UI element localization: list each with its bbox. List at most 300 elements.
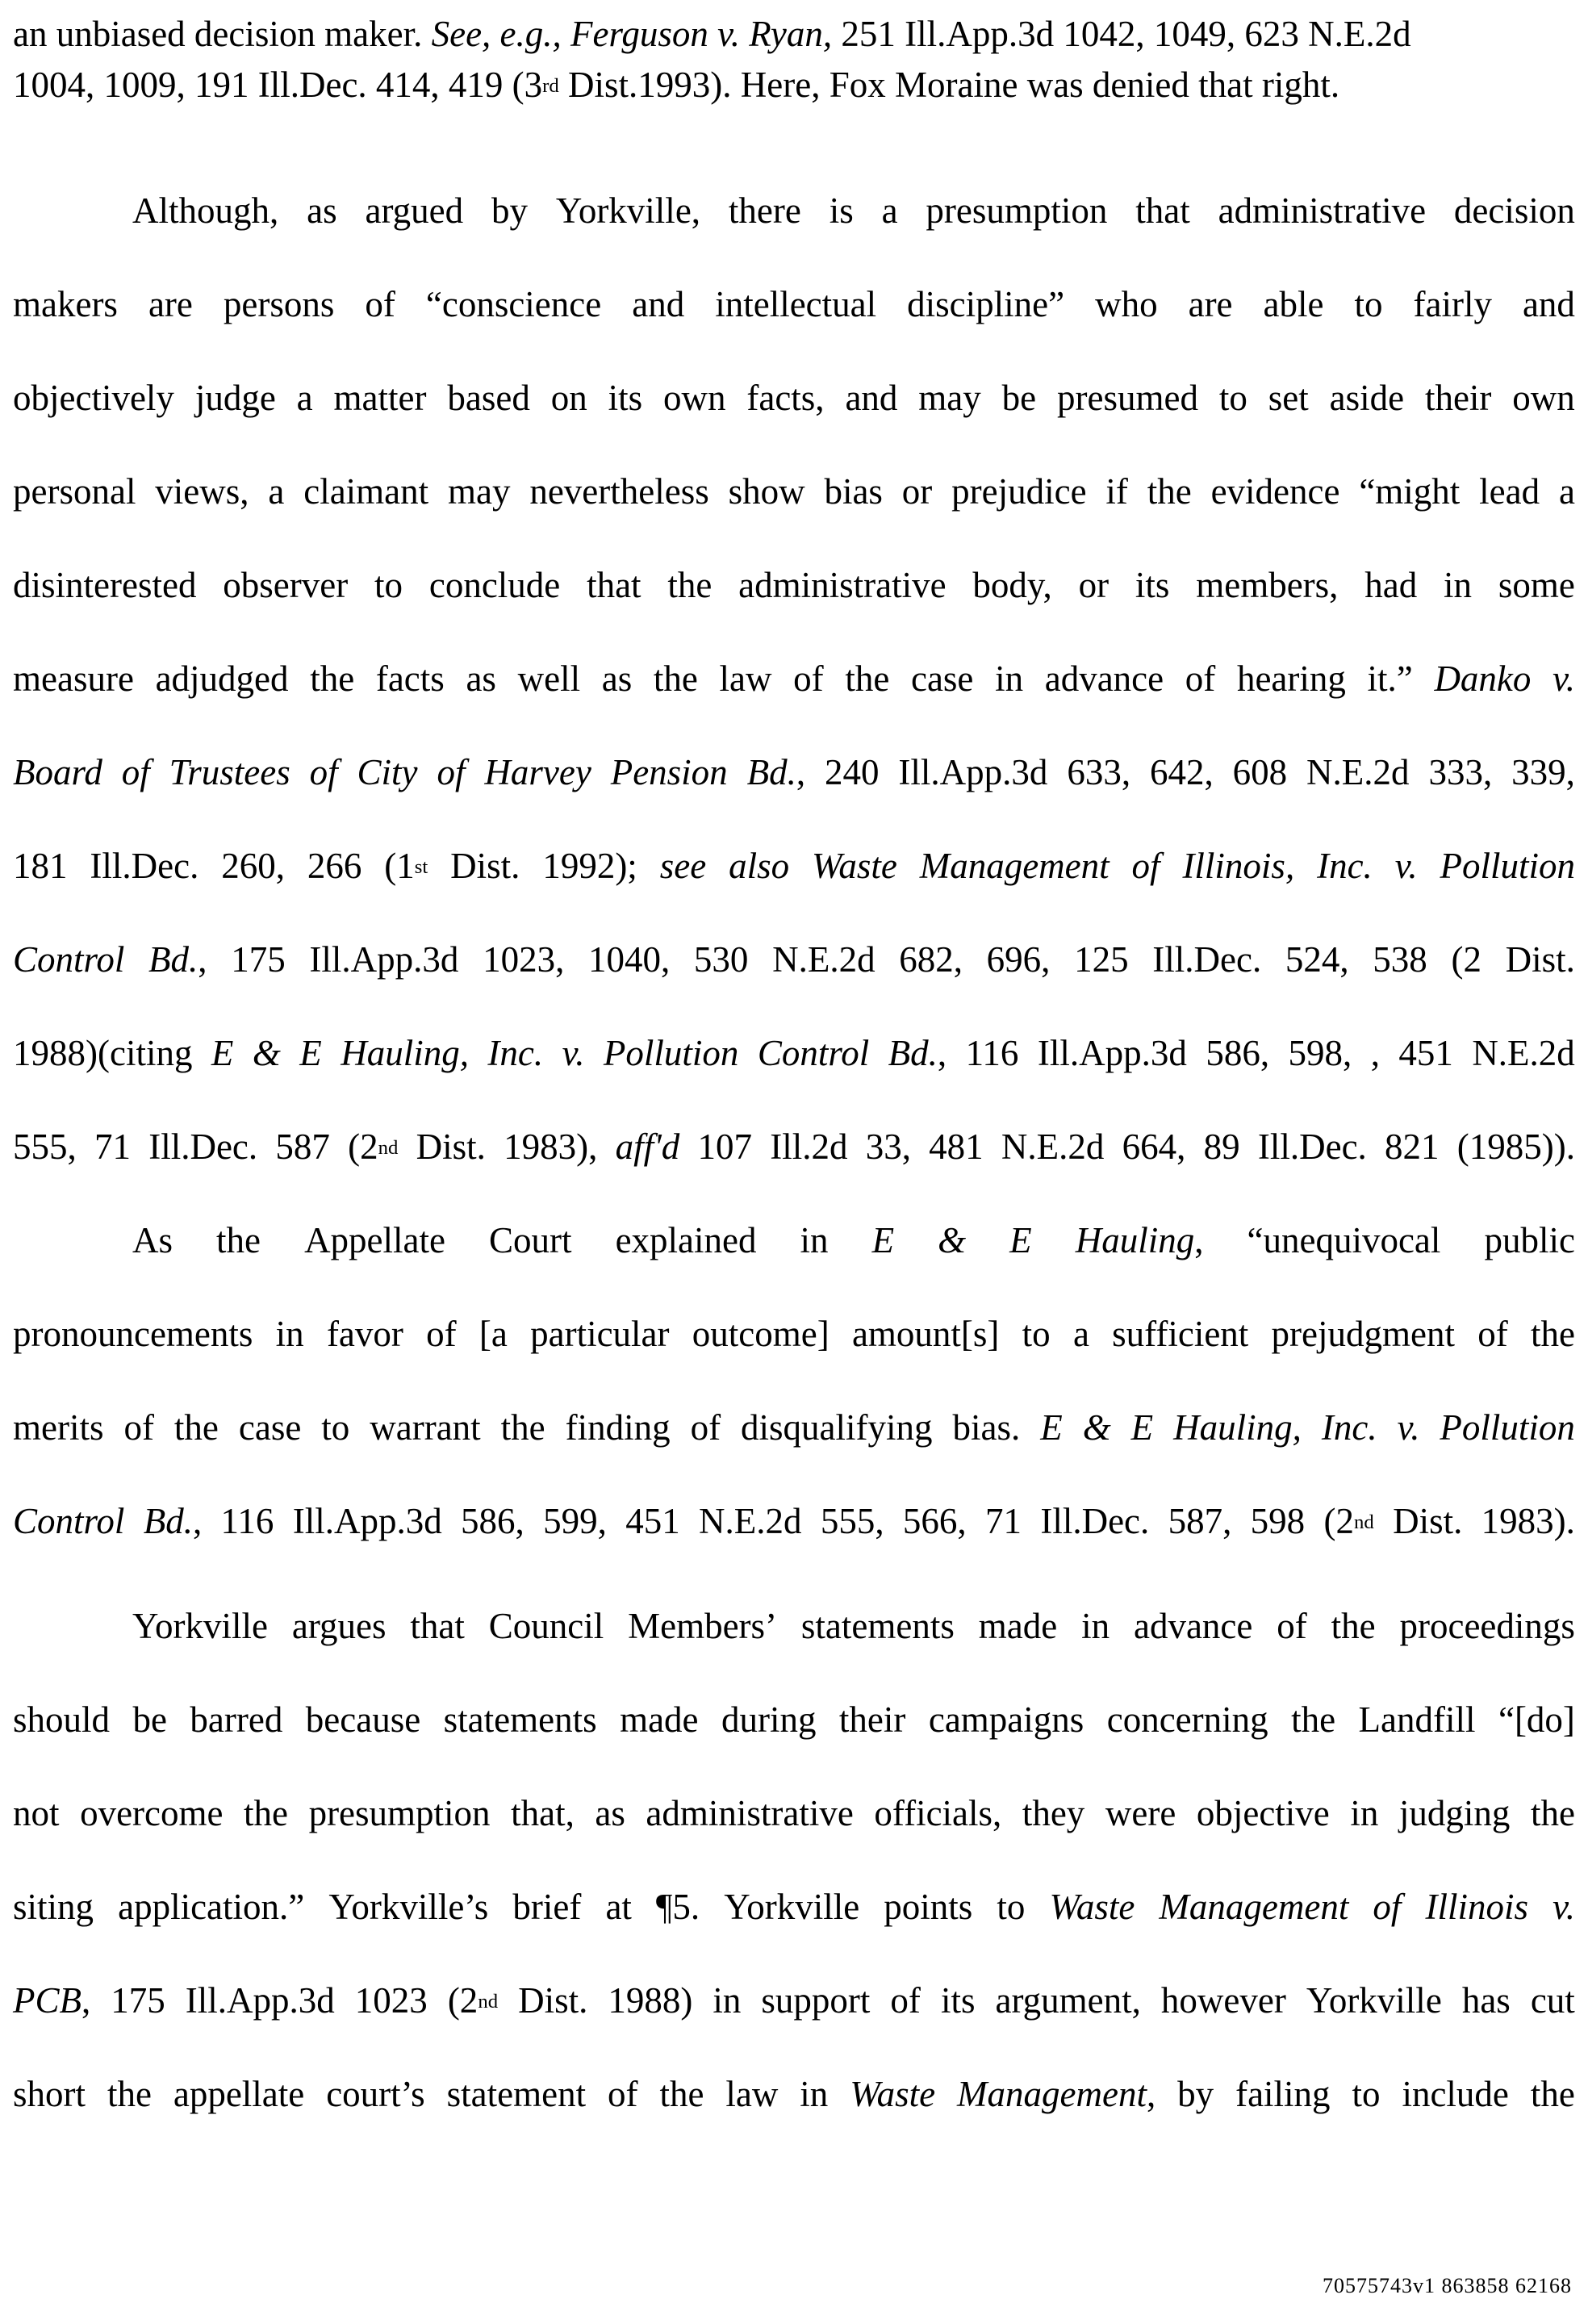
text-line [13, 374, 1575, 422]
text-word [1523, 280, 1575, 328]
italic-text: & [938, 1220, 967, 1260]
text-span: be [132, 1699, 167, 1740]
text-word [13, 1976, 90, 2025]
text-span: the [500, 1407, 545, 1448]
text-word [1479, 467, 1540, 516]
text-word [13, 1403, 103, 1452]
italic-text: Hauling, [341, 1033, 469, 1073]
italic-text: E [1040, 1407, 1063, 1448]
text-span: prejudgment [1271, 1314, 1455, 1354]
text-span: Ill.App.3d [1037, 1033, 1187, 1073]
text-word [812, 842, 897, 890]
text-word [543, 1497, 607, 1545]
text-word [80, 1789, 223, 1837]
text-word [1462, 1976, 1511, 2025]
text-word [694, 935, 749, 984]
text-word [656, 1883, 700, 1931]
text-word [890, 1976, 921, 2025]
text-word [511, 1789, 575, 1837]
text-word [123, 1403, 154, 1452]
text-span: N.E.2d [699, 1501, 802, 1541]
text-word [1531, 1310, 1575, 1358]
text-word [1511, 748, 1575, 796]
text-span: , [192, 1501, 203, 1541]
text-word [1197, 1789, 1330, 1837]
text-span: 538 [1373, 939, 1427, 980]
text-span: be [1001, 378, 1037, 418]
text-span: 451 [1398, 1033, 1453, 1073]
text-word [604, 1029, 739, 1077]
text-word [448, 467, 510, 516]
italic-text: Illinois, [1182, 846, 1295, 886]
italic-text: v. [1394, 846, 1418, 886]
text-span: 821 [1385, 1126, 1440, 1167]
text-span: Members’ [628, 1606, 778, 1646]
text-word [697, 1122, 752, 1171]
text-word [1211, 467, 1340, 516]
text-line [13, 842, 1575, 890]
text-span: in [1444, 565, 1473, 605]
text-word [1038, 1029, 1187, 1077]
italic-text: E [1130, 1407, 1154, 1448]
text-word [132, 1216, 173, 1264]
text-span: campaigns [928, 1699, 1084, 1740]
text-word [1481, 1497, 1575, 1545]
text-word [211, 1029, 234, 1077]
italic-text: Trustees [169, 752, 290, 792]
italic-text: Waste [850, 2074, 936, 2114]
text-word [1498, 1695, 1575, 1744]
text-word [1073, 1310, 1089, 1358]
text-word [13, 561, 196, 609]
italic-text: of [309, 752, 338, 792]
text-word [1506, 935, 1575, 984]
text-span: 1983), [504, 1126, 598, 1167]
text-span: of [690, 1407, 721, 1448]
text-span: Ill.App.3d [185, 1980, 335, 2021]
text-span: Yorkville, [555, 190, 701, 231]
text-span: 1040, [587, 939, 671, 980]
text-span: of [793, 658, 824, 699]
text-span: the [1147, 471, 1192, 512]
italic-text: Management [1159, 1887, 1349, 1927]
text-word [1001, 1122, 1105, 1171]
text-word [132, 1695, 166, 1744]
text-word [365, 186, 463, 235]
text-span: that, [511, 1793, 575, 1833]
text-span: objectively [13, 378, 174, 418]
italic-text: E [871, 1220, 895, 1260]
text-span: the [659, 2074, 704, 2114]
text-word [173, 2070, 304, 2118]
text-span: its [1135, 565, 1170, 605]
text-word [729, 186, 801, 235]
text-word [90, 842, 198, 890]
text-span: at [605, 1887, 632, 1927]
text-word [1531, 2070, 1575, 2118]
italic-text: Control [13, 939, 125, 980]
text-span: explained [615, 1220, 757, 1260]
text-word [1385, 1122, 1440, 1171]
text-word [148, 280, 193, 328]
text-word [1045, 654, 1164, 703]
text-word [800, 1216, 829, 1264]
text-word [1083, 1403, 1111, 1452]
text-span: matter [333, 378, 427, 418]
text-span: makers [13, 284, 118, 324]
text-line [13, 1029, 1575, 1077]
italic-text: Bd. [148, 939, 198, 980]
text-span: 71 [985, 1501, 1022, 1541]
text-span: there [728, 190, 801, 231]
text-span: case [910, 658, 974, 699]
text-span: or [1078, 565, 1110, 605]
text-word [1331, 1602, 1376, 1650]
text-span: 266 [307, 846, 362, 886]
italic-text: of [437, 752, 466, 792]
text-span: measure [13, 658, 134, 699]
text-span: in [275, 1314, 304, 1354]
text-span: prejudice [951, 471, 1087, 512]
text-word [1135, 561, 1170, 609]
text-word [793, 654, 824, 703]
text-word [721, 1695, 817, 1744]
text-line [13, 1695, 1575, 1744]
text-word [1022, 1789, 1084, 1837]
text-span: disqualifying [741, 1407, 933, 1448]
text-span: “might [1359, 471, 1461, 512]
text-word [504, 1122, 597, 1171]
text-word [341, 1029, 469, 1077]
text-span: a [296, 378, 313, 418]
text-span: show [728, 471, 805, 512]
text-span: N.E.2d [772, 939, 875, 980]
text-word [447, 374, 529, 422]
text-span: able [1263, 284, 1324, 324]
text-span: proceedings [1399, 1606, 1575, 1646]
text-span: during [721, 1699, 817, 1740]
text-word [268, 467, 284, 516]
text-span: Appellate [304, 1220, 445, 1260]
text-span: it.” [1367, 658, 1413, 699]
text-word [1552, 1883, 1575, 1931]
text-word [1105, 467, 1128, 516]
text-span: its [940, 1980, 976, 2021]
text-word [979, 1602, 1057, 1650]
text-word [741, 1403, 932, 1452]
text-word [426, 1310, 457, 1358]
text-word [223, 561, 348, 609]
text-word [1399, 1789, 1511, 1837]
text-word [484, 748, 591, 796]
text-word [1196, 561, 1338, 609]
text-word [957, 2070, 1155, 2118]
text-span: administrative [738, 565, 947, 605]
text-span: the [1530, 2074, 1575, 2114]
text-word [1002, 374, 1036, 422]
text-word [1161, 1976, 1286, 2025]
text-word [920, 842, 1110, 890]
text-span: of [1185, 658, 1216, 699]
italic-text: Pollution [1440, 1407, 1575, 1448]
text-span: See, e.g., Ferguson v. Ryan, [431, 14, 833, 54]
text-span: has [1461, 1980, 1511, 2021]
text-span: Ill.Dec. [148, 1126, 258, 1167]
text-word [13, 1310, 253, 1358]
text-span: Ill.Dec. [90, 846, 199, 886]
text-span: administrative [646, 1793, 854, 1833]
text-span: presumed [1057, 378, 1198, 418]
text-word [1457, 1122, 1575, 1171]
text-word [1285, 935, 1349, 984]
text-span: 1023 [354, 1980, 428, 2021]
text-span: 175 [111, 1980, 165, 2021]
text-word [1189, 280, 1233, 328]
text-word [882, 186, 898, 235]
text-span: they [1022, 1793, 1085, 1833]
text-word [384, 842, 428, 890]
italic-text: Control [757, 1033, 870, 1073]
text-span: 339, [1511, 752, 1575, 792]
text-span: As [132, 1220, 173, 1260]
text-span: pronouncements [13, 1314, 253, 1354]
text-span: who [1095, 284, 1158, 324]
text-word [1531, 1976, 1575, 2025]
document-id-footer: 70575743v1 863858 62168 [1323, 2274, 1572, 2297]
text-word [1306, 748, 1410, 796]
text-word [1079, 561, 1110, 609]
text-word [911, 654, 973, 703]
text-span: objective [1196, 1793, 1330, 1833]
text-word [429, 561, 560, 609]
text-span: judging [1398, 1793, 1511, 1833]
text-word [334, 374, 427, 422]
text-word [605, 1883, 631, 1931]
ordinal-superscript: rd [542, 74, 559, 97]
text-span: of [890, 1980, 921, 2021]
text-word [1368, 654, 1413, 703]
italic-text: Pollution [1440, 846, 1575, 886]
italic-text: Bd. [888, 1033, 938, 1073]
text-span: “[do] [1498, 1699, 1575, 1740]
text-word [1264, 280, 1324, 328]
text-word [216, 1216, 261, 1264]
text-span: as [466, 658, 496, 699]
text-word [1428, 748, 1492, 796]
text-word [518, 654, 580, 703]
text-span: 251 Ill.App.3d 1042, 1049, 623 N.E.2d [832, 14, 1411, 54]
text-span: members, [1196, 565, 1339, 605]
text-word [1218, 186, 1426, 235]
text-word [1173, 1403, 1302, 1452]
text-span: Although, [132, 190, 279, 231]
text-span: bias [824, 471, 883, 512]
italic-text: aff'd [615, 1126, 680, 1167]
text-word [174, 1403, 219, 1452]
text-span: facts [375, 658, 445, 699]
text-line [132, 1216, 1575, 1264]
text-word [1364, 561, 1417, 609]
italic-text: City [357, 752, 418, 792]
text-word [884, 1883, 972, 1931]
text-span: the [310, 658, 355, 699]
text-word [725, 2070, 778, 2118]
text-span: is [829, 190, 854, 231]
text-span: of [426, 1314, 457, 1354]
text-span: Court [489, 1220, 572, 1260]
text-word [1477, 1310, 1508, 1358]
text-word [926, 186, 1107, 235]
italic-text: Waste [811, 846, 897, 886]
text-word [1434, 654, 1531, 703]
text-span: on [550, 378, 587, 418]
text-word [1057, 374, 1198, 422]
text-span: 260, [221, 846, 285, 886]
text-span: presumption [308, 1793, 491, 1833]
text-word [1150, 748, 1214, 796]
text-word [1373, 1883, 1401, 1931]
text-span: in [800, 2074, 829, 2114]
text-span: by [1177, 2074, 1214, 2114]
text-span: (2 [447, 1980, 478, 2021]
text-word [1322, 1403, 1377, 1452]
text-span: discipline” [907, 284, 1065, 324]
text-span: had [1364, 565, 1418, 605]
text-word [845, 374, 897, 422]
text-word [1182, 842, 1294, 890]
text-span: 587, [1168, 1501, 1232, 1541]
text-word [1440, 842, 1575, 890]
text-word [244, 1789, 288, 1837]
text-span: argument, [995, 1980, 1141, 2021]
text-span: 116 [220, 1501, 274, 1541]
text-word [850, 2070, 935, 2118]
text-span: presumption [926, 190, 1108, 231]
text-span: law [719, 658, 772, 699]
text-span: views, [155, 471, 249, 512]
text-word [562, 1029, 585, 1077]
text-span: 71 [94, 1126, 131, 1167]
text-span: 642, [1149, 752, 1214, 792]
italic-text: Inc. [487, 1033, 544, 1073]
text-word [1393, 1497, 1462, 1545]
text-word [190, 1695, 282, 1744]
text-span: should [13, 1699, 111, 1740]
text-word [715, 280, 876, 328]
text-span: the [667, 565, 713, 605]
text-span: 1004, 1009, 191 Ill.Dec. 414, 419 (3 [13, 65, 543, 105]
text-word [663, 374, 726, 422]
text-span: nevertheless [529, 471, 709, 512]
text-span: statements [443, 1699, 597, 1740]
text-word [1131, 1403, 1154, 1452]
text-word [1107, 1695, 1268, 1744]
text-word [1235, 2070, 1330, 2118]
text-word [1359, 1695, 1476, 1744]
text-span: 530 [693, 939, 749, 980]
italic-text: Control [13, 1501, 125, 1541]
text-word [616, 1122, 680, 1171]
text-word [1247, 1216, 1441, 1264]
text-word [1289, 1029, 1352, 1077]
text-span: sufficient [1112, 1314, 1249, 1354]
text-span: body, [972, 565, 1052, 605]
text-word [888, 1029, 947, 1077]
text-word [724, 1883, 859, 1931]
text-span: a [1558, 471, 1575, 512]
text-span: Dist.1993). Here, Fox Moraine was denied that right. [558, 65, 1340, 105]
text-word [800, 2070, 828, 2118]
text-span: court’s [326, 2074, 425, 2114]
italic-text: Management [957, 2074, 1147, 2114]
text-word [512, 1883, 581, 1931]
text-span: argued [365, 190, 464, 231]
text-span: 89 [1203, 1126, 1240, 1167]
text-word [1159, 1883, 1348, 1931]
text-word [1498, 561, 1575, 609]
italic-text: Danko [1434, 658, 1532, 699]
text-span: amount[s] [851, 1314, 1000, 1354]
text-span: lead [1479, 471, 1540, 512]
text-span: bias. [952, 1407, 1021, 1448]
text-word [566, 1403, 671, 1452]
text-word [156, 654, 289, 703]
text-span: Dist. [518, 1980, 588, 2021]
italic-text: Hauling [1075, 1220, 1195, 1260]
text-span: Dist. [416, 1126, 486, 1167]
text-span: 125 [1074, 939, 1129, 980]
text-word [720, 654, 772, 703]
text-word [376, 654, 445, 703]
text-word [1219, 374, 1247, 422]
text-word [1402, 2070, 1508, 2118]
text-word [907, 280, 1064, 328]
text-span: 696, [986, 939, 1051, 980]
text-span: are [1188, 284, 1233, 324]
text-span: and [1522, 284, 1575, 324]
text-span: 598 [1250, 1501, 1306, 1541]
text-span: because [305, 1699, 421, 1740]
italic-text: Bd. [746, 752, 796, 792]
text-span: made [978, 1606, 1058, 1646]
text-line [13, 61, 1575, 109]
text-span: 1992); [542, 846, 637, 886]
text-span: brief [512, 1887, 582, 1927]
text-word [1354, 280, 1382, 328]
ordinal-superscript: nd [1354, 1511, 1374, 1533]
text-span: their [1424, 378, 1492, 418]
text-word [542, 842, 637, 890]
text-word [186, 1976, 335, 2025]
text-span: were [1105, 1793, 1176, 1833]
text-line [13, 1403, 1575, 1452]
text-span: aside [1329, 378, 1405, 418]
text-span: the [1531, 1314, 1575, 1354]
text-span: hearing [1236, 658, 1346, 699]
text-span: the [653, 658, 698, 699]
text-word [608, 2070, 638, 2118]
italic-text: also [729, 846, 790, 886]
text-span: Yorkville [724, 1887, 860, 1927]
text-span: , [1194, 1220, 1204, 1260]
text-span: 481 [929, 1126, 984, 1167]
text-word [1330, 374, 1404, 422]
text-word [1291, 1695, 1335, 1744]
text-span: 1988) [608, 1980, 693, 2021]
text-word [713, 1976, 741, 2025]
text-word [307, 842, 362, 890]
text-word [1268, 374, 1309, 422]
